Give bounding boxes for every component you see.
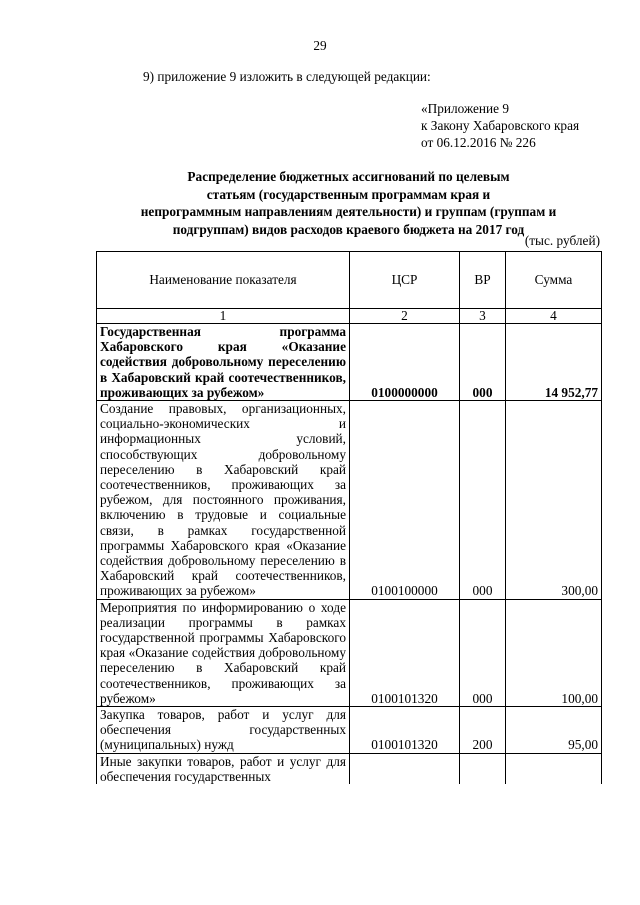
document-title [96, 168, 601, 238]
row-sum: 95,00 [506, 707, 602, 754]
appendix-reference [421, 100, 579, 151]
row-sum [506, 753, 602, 784]
row-sum: 100,00 [506, 599, 602, 706]
table-row [97, 324, 602, 401]
row-csr: 0100000000 [350, 324, 460, 401]
column-number: 4 [506, 309, 602, 324]
row-vr: 000 [460, 324, 506, 401]
title-line-4: подгруппам) видов расходов краевого бюджета на 2017 год [172, 221, 525, 237]
row-name: Государственная программа Хабаровского края «Оказание содействия добровольному переселению в Хабаровский край соотечественников, проживающих за рубежом» [97, 324, 350, 401]
table-row [97, 401, 602, 600]
row-name: Иные закупки товаров, работ и услуг для обеспечения государственных [97, 753, 350, 784]
header-name: Наименование показателя [97, 252, 350, 309]
title-line-1: Распределение бюджетных ассигнований по целевым [187, 169, 510, 184]
row-name: Создание правовых, организационных, социально-экономических и информационных условий, способствующих добровольному переселению в Хабаровский край соотечественников, проживающих за рубежом, для постоянного проживания, включению в трудовые и социальные связи, в рамках государственной программы Хабаровского края «Оказание содействия добровольному переселению в Хабаровский край соотечественников, проживающих за рубежом» [97, 401, 350, 600]
budget-table [96, 251, 602, 784]
table-row [97, 599, 602, 706]
row-sum: 14 952,77 [506, 324, 602, 401]
row-vr: 000 [460, 599, 506, 706]
column-number: 1 [97, 309, 350, 324]
column-number: 2 [350, 309, 460, 324]
table-row [97, 707, 602, 754]
row-csr [350, 753, 460, 784]
row-name: Закупка товаров, работ и услуг для обеспечения государственных (муниципальных) нужд [97, 707, 350, 754]
row-sum: 300,00 [506, 401, 602, 600]
header-csr: ЦСР [350, 252, 460, 309]
row-name: Мероприятия по информированию о ходе реализации программы в рамках государственной программы Хабаровского края «Оказание содействия добровольному переселению в Хабаровский край соотечественников, проживающих за рубежом» [97, 599, 350, 706]
units-label: (тыс. рублей) [524, 233, 600, 248]
appendix-line-2: к Закону Хабаровского края [421, 118, 580, 133]
row-vr: 200 [460, 707, 506, 754]
table-row [97, 753, 602, 784]
header-vr: ВР [460, 252, 506, 309]
title-line-2: статьям (государственным программам края и [206, 186, 491, 202]
page-number: 29 [313, 38, 327, 53]
table-header-row [97, 252, 602, 309]
appendix-line-1: «Приложение 9 [421, 101, 509, 116]
row-csr: 0100101320 [350, 707, 460, 754]
row-vr [460, 753, 506, 784]
row-vr: 000 [460, 401, 506, 600]
amendment-intro: 9) приложение 9 изложить в следующей редакции: [143, 69, 431, 84]
column-number: 3 [460, 309, 506, 324]
row-csr: 0100100000 [350, 401, 460, 600]
header-sum: Сумма [506, 252, 602, 309]
title-line-3: непрограммным направлениям деятельности) и группам (группам и [140, 204, 557, 219]
appendix-line-3: от 06.12.2016 № 226 [421, 135, 536, 150]
row-csr: 0100101320 [350, 599, 460, 706]
column-number-row [97, 309, 602, 324]
